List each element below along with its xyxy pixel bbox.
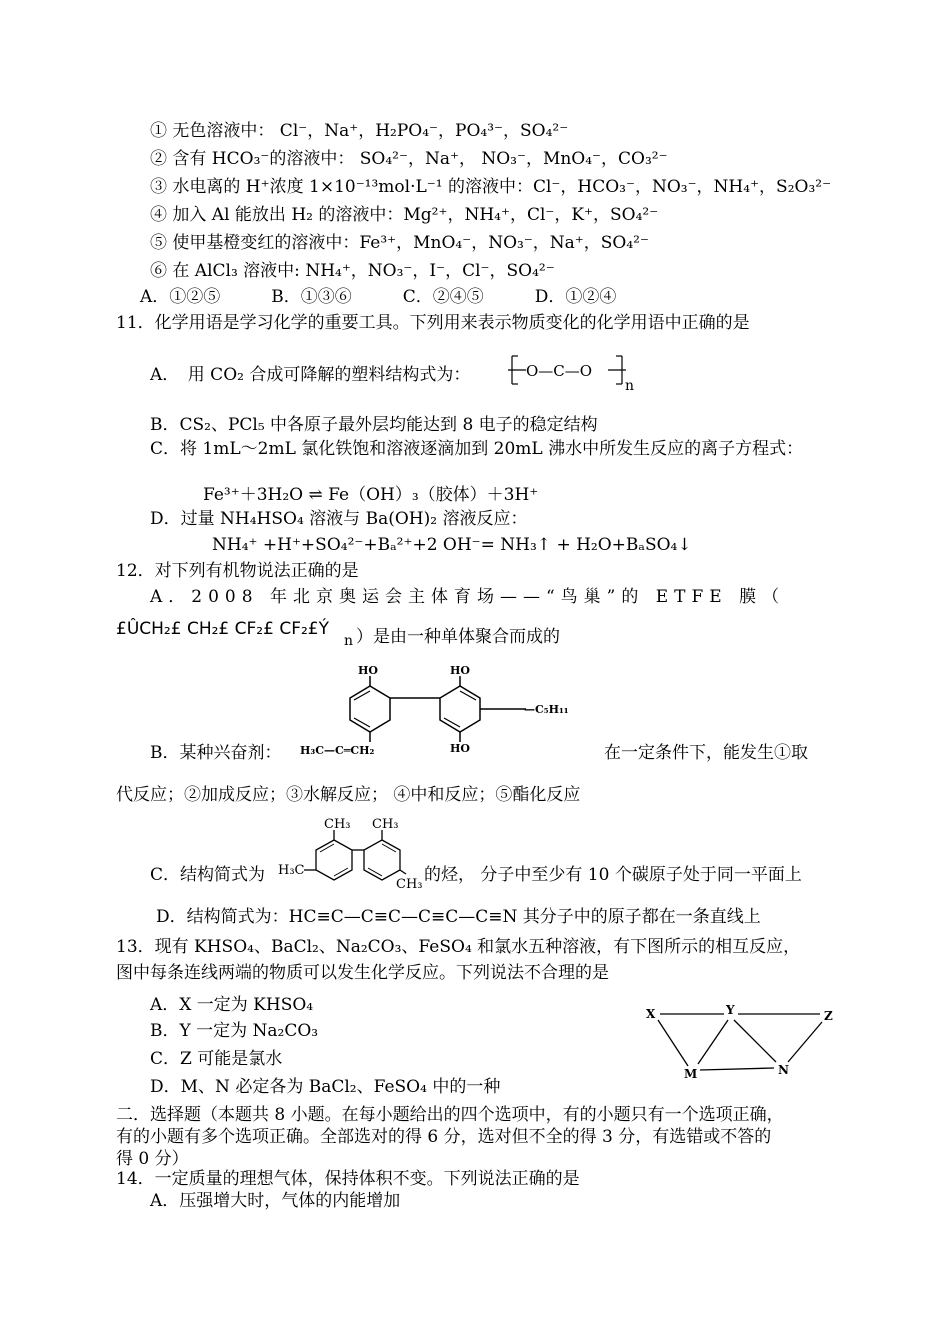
q10-item-2: ② 含有 HCO₃⁻的溶液中： SO₄²⁻，Na⁺， NO₃⁻，MnO₄⁻，CO₃²⁻ (150, 149, 668, 169)
q12-option-a-tail: ）是由一种单体聚合而成的 (356, 627, 560, 647)
q11-structure-n: n (625, 378, 635, 394)
q12-ho-3: HO (450, 742, 470, 755)
q10-item-4: ④ 加入 Al 能放出 H₂ 的溶液中：Mg²⁺，NH₄⁺，Cl⁻，K⁺，SO₄²⁻ (150, 205, 659, 225)
q11-polymer-structure (508, 350, 648, 394)
q12-ho-2: HO (450, 664, 470, 677)
node-x: X (646, 1007, 656, 1021)
q12-option-b-continuation: 代反应；②加成反应；③水解反应； ④中和反应；⑤酯化反应 (116, 785, 581, 805)
q11-structure-text: O—C—O (526, 362, 593, 380)
section2-line3: 得 0 分） (116, 1149, 189, 1169)
q13-stem-line1: 13．现有 KHSO₄、BaCl₂、Na₂CO₃、FeSO₄ 和氯水五种溶液，有下图所示的相互反应， (116, 937, 801, 957)
q12-option-c-tail: 的烃， 分子中至少有 10 个碳原子处于同一平面上 (424, 865, 802, 885)
node-n: N (778, 1063, 789, 1077)
q12-stimulant-structure (298, 662, 598, 762)
q12-option-a-line1: A．2008 年北京奥运会主体育场——“鸟巢”的 ETFE 膜（ (150, 587, 786, 607)
q12-option-b-label: B．某种兴奋剂： (150, 743, 282, 763)
q11-option-c-equation: Fe³⁺＋3H₂O ⇌ Fe（OH）₃（胶体）＋3H⁺ (203, 485, 539, 505)
q12-side-chain: H₃C—C═CH₂ (300, 744, 375, 757)
q13-option-a: A．X 一定为 KHSO₄ (150, 995, 314, 1015)
q14-option-a: A．压强增大时，气体的内能增加 (150, 1191, 401, 1211)
q10-item-6: ⑥ 在 AlCl₃ 溶液中: NH₄⁺，NO₃⁻，I⁻，Cl⁻，SO₄²⁻ (150, 261, 555, 281)
q11-option-b: B．CS₂、PCl₅ 中各原子最外层均能达到 8 电子的稳定结构 (150, 415, 598, 435)
section2-line2: 有的小题有多个选项正确。全部选对的得 6 分，选对但不全的得 3 分，有选错或不答的 (116, 1127, 772, 1147)
node-z: Z (824, 1009, 833, 1023)
q12-ch3-a: CH₃ (324, 817, 351, 832)
q11-option-d: D．过量 NH₄HSO₄ 溶液与 Ba(OH)₂ 溶液反应： (150, 509, 528, 529)
q11-option-d-equation: NH₄⁺ +H⁺+SO₄²⁻+Bₐ²⁺+2 OH⁻= NH₃↑ + H₂O+BₐSO₄↓ (212, 535, 692, 555)
node-y: Y (726, 1003, 735, 1017)
node-m: M (684, 1067, 698, 1081)
section2-line1: 二．选择题（本题共 8 小题。在每小题给出的四个选项中，有的小题只有一个选项正确， (116, 1105, 784, 1125)
q12-option-c-label: C．结构简式为 (150, 865, 266, 885)
q13-option-d: D．M、N 必定各为 BaCl₂、FeSO₄ 中的一种 (150, 1077, 501, 1097)
q12-option-a-formula: £ÛCH₂£ CH₂£ CF₂£ CF₂£Ý (116, 619, 329, 639)
q12-ch3-d: CH₃ (396, 877, 423, 892)
q11-option-c: C．将 1mL～2mL 氯化铁饱和溶液逐滴加到 20mL 沸水中所发生反应的离子方程式： (150, 439, 804, 459)
q14-stem: 14．一定质量的理想气体，保持体积不变。下列说法正确的是 (116, 1169, 580, 1189)
q13-option-c: C．Z 可能是氯水 (150, 1049, 283, 1069)
q13-reaction-diagram (640, 1000, 850, 1084)
q12-option-b-tail: 在一定条件下，能发生①取 (604, 743, 808, 763)
q10-item-5: ⑤ 使甲基橙变红的溶液中：Fe³⁺，MnO₄⁻，NO₃⁻，Na⁺，SO₄²⁻ (150, 233, 649, 253)
q10-item-3: ③ 水电离的 H⁺浓度 1×10⁻¹³mol·L⁻¹ 的溶液中：Cl⁻，HCO₃⁻，NO₃⁻，NH₄⁺，S₂O₃²⁻ (150, 177, 832, 197)
q11-stem: 11．化学用语是学习化学的重要工具。下列用来表示物质变化的化学用语中正确的是 (116, 313, 750, 333)
q12-ho-1: HO (358, 664, 378, 677)
q12-hydrocarbon-structure (274, 812, 424, 898)
q12-option-a-n: n (344, 633, 354, 649)
q12-stem: 12．对下列有机物说法正确的是 (116, 561, 359, 581)
q12-ch3-c: H₃C (278, 863, 305, 878)
q12-ch3-b: CH₃ (372, 817, 399, 832)
q13-stem-line2: 图中每条连线两端的物质可以发生化学反应。下列说法不合理的是 (116, 963, 609, 983)
q10-options: A．①②⑤ B．①③⑥ C．②④⑤ D．①②④ (140, 287, 617, 307)
q12-option-d: D．结构简式为：HC≡C—C≡C—C≡C—C≡N 其分子中的原子都在一条直线上 (156, 907, 761, 927)
q12-c5h11: —C₅H₁₁ (524, 703, 569, 716)
q11-option-a: A． 用 CO₂ 合成可降解的塑料结构式为： (150, 365, 471, 385)
q10-item-1: ① 无色溶液中： Cl⁻，Na⁺，H₂PO₄⁻，PO₄³⁻，SO₄²⁻ (150, 121, 569, 141)
q13-option-b: B．Y 一定为 Na₂CO₃ (150, 1021, 319, 1041)
